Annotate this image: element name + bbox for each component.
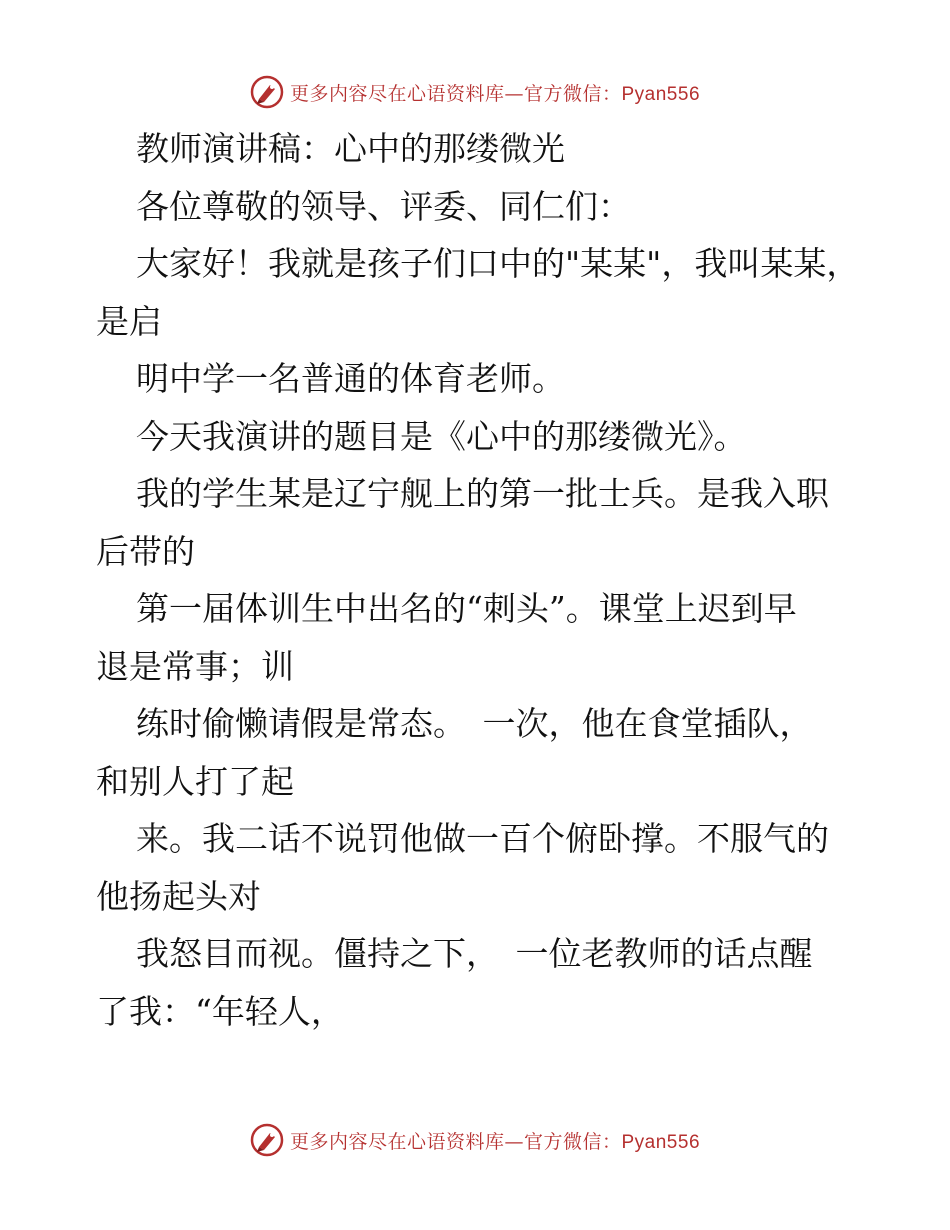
header-banner (0, 72, 950, 112)
text-line: 大家好！我就是孩子们口中的"某某"，我叫某某， (136, 244, 860, 283)
text-line: 来。我二话不说罚他做一百个俯卧撑。不服气的 (136, 819, 829, 858)
text-line: 是启 (96, 301, 162, 341)
text-line: 退是常事；训 (96, 646, 294, 686)
text-line: 和别人打了起 (96, 761, 294, 801)
text-line: 他扬起头对 (96, 876, 261, 916)
banner-text: 更多内容尽在心语资料库—官方微信：Pyan556 (289, 1130, 701, 1153)
text-line: 第一届体训生中出名的“刺头”。课堂上迟到早 (136, 589, 797, 628)
footer-banner (0, 1120, 950, 1160)
text-line: 我怒目而视。僵持之下， 一位老教师的话点醒 (136, 934, 813, 973)
banner-text: 更多内容尽在心语资料库—官方微信：Pyan556 (289, 82, 701, 105)
text-line: 练时偷懒请假是常态。 一次，他在食堂插队， (136, 704, 813, 743)
text-line: 后带的 (96, 531, 195, 571)
pen-logo-icon (250, 1123, 284, 1157)
text-line: 了我：“年轻人， (96, 991, 344, 1031)
document-body (96, 120, 860, 1040)
text-line: 各位尊敬的领导、评委、同仁们： (136, 186, 631, 226)
text-line: 今天我演讲的题目是《心中的那缕微光》。 (136, 416, 747, 456)
text-line: 我的学生某是辽宁舰上的第一批士兵。是我入职 (136, 474, 829, 513)
pen-logo-icon (250, 75, 284, 109)
text-line: 明中学一名普通的体育老师。 (136, 359, 565, 398)
text-line: 教师演讲稿：心中的那缕微光 (136, 129, 565, 168)
